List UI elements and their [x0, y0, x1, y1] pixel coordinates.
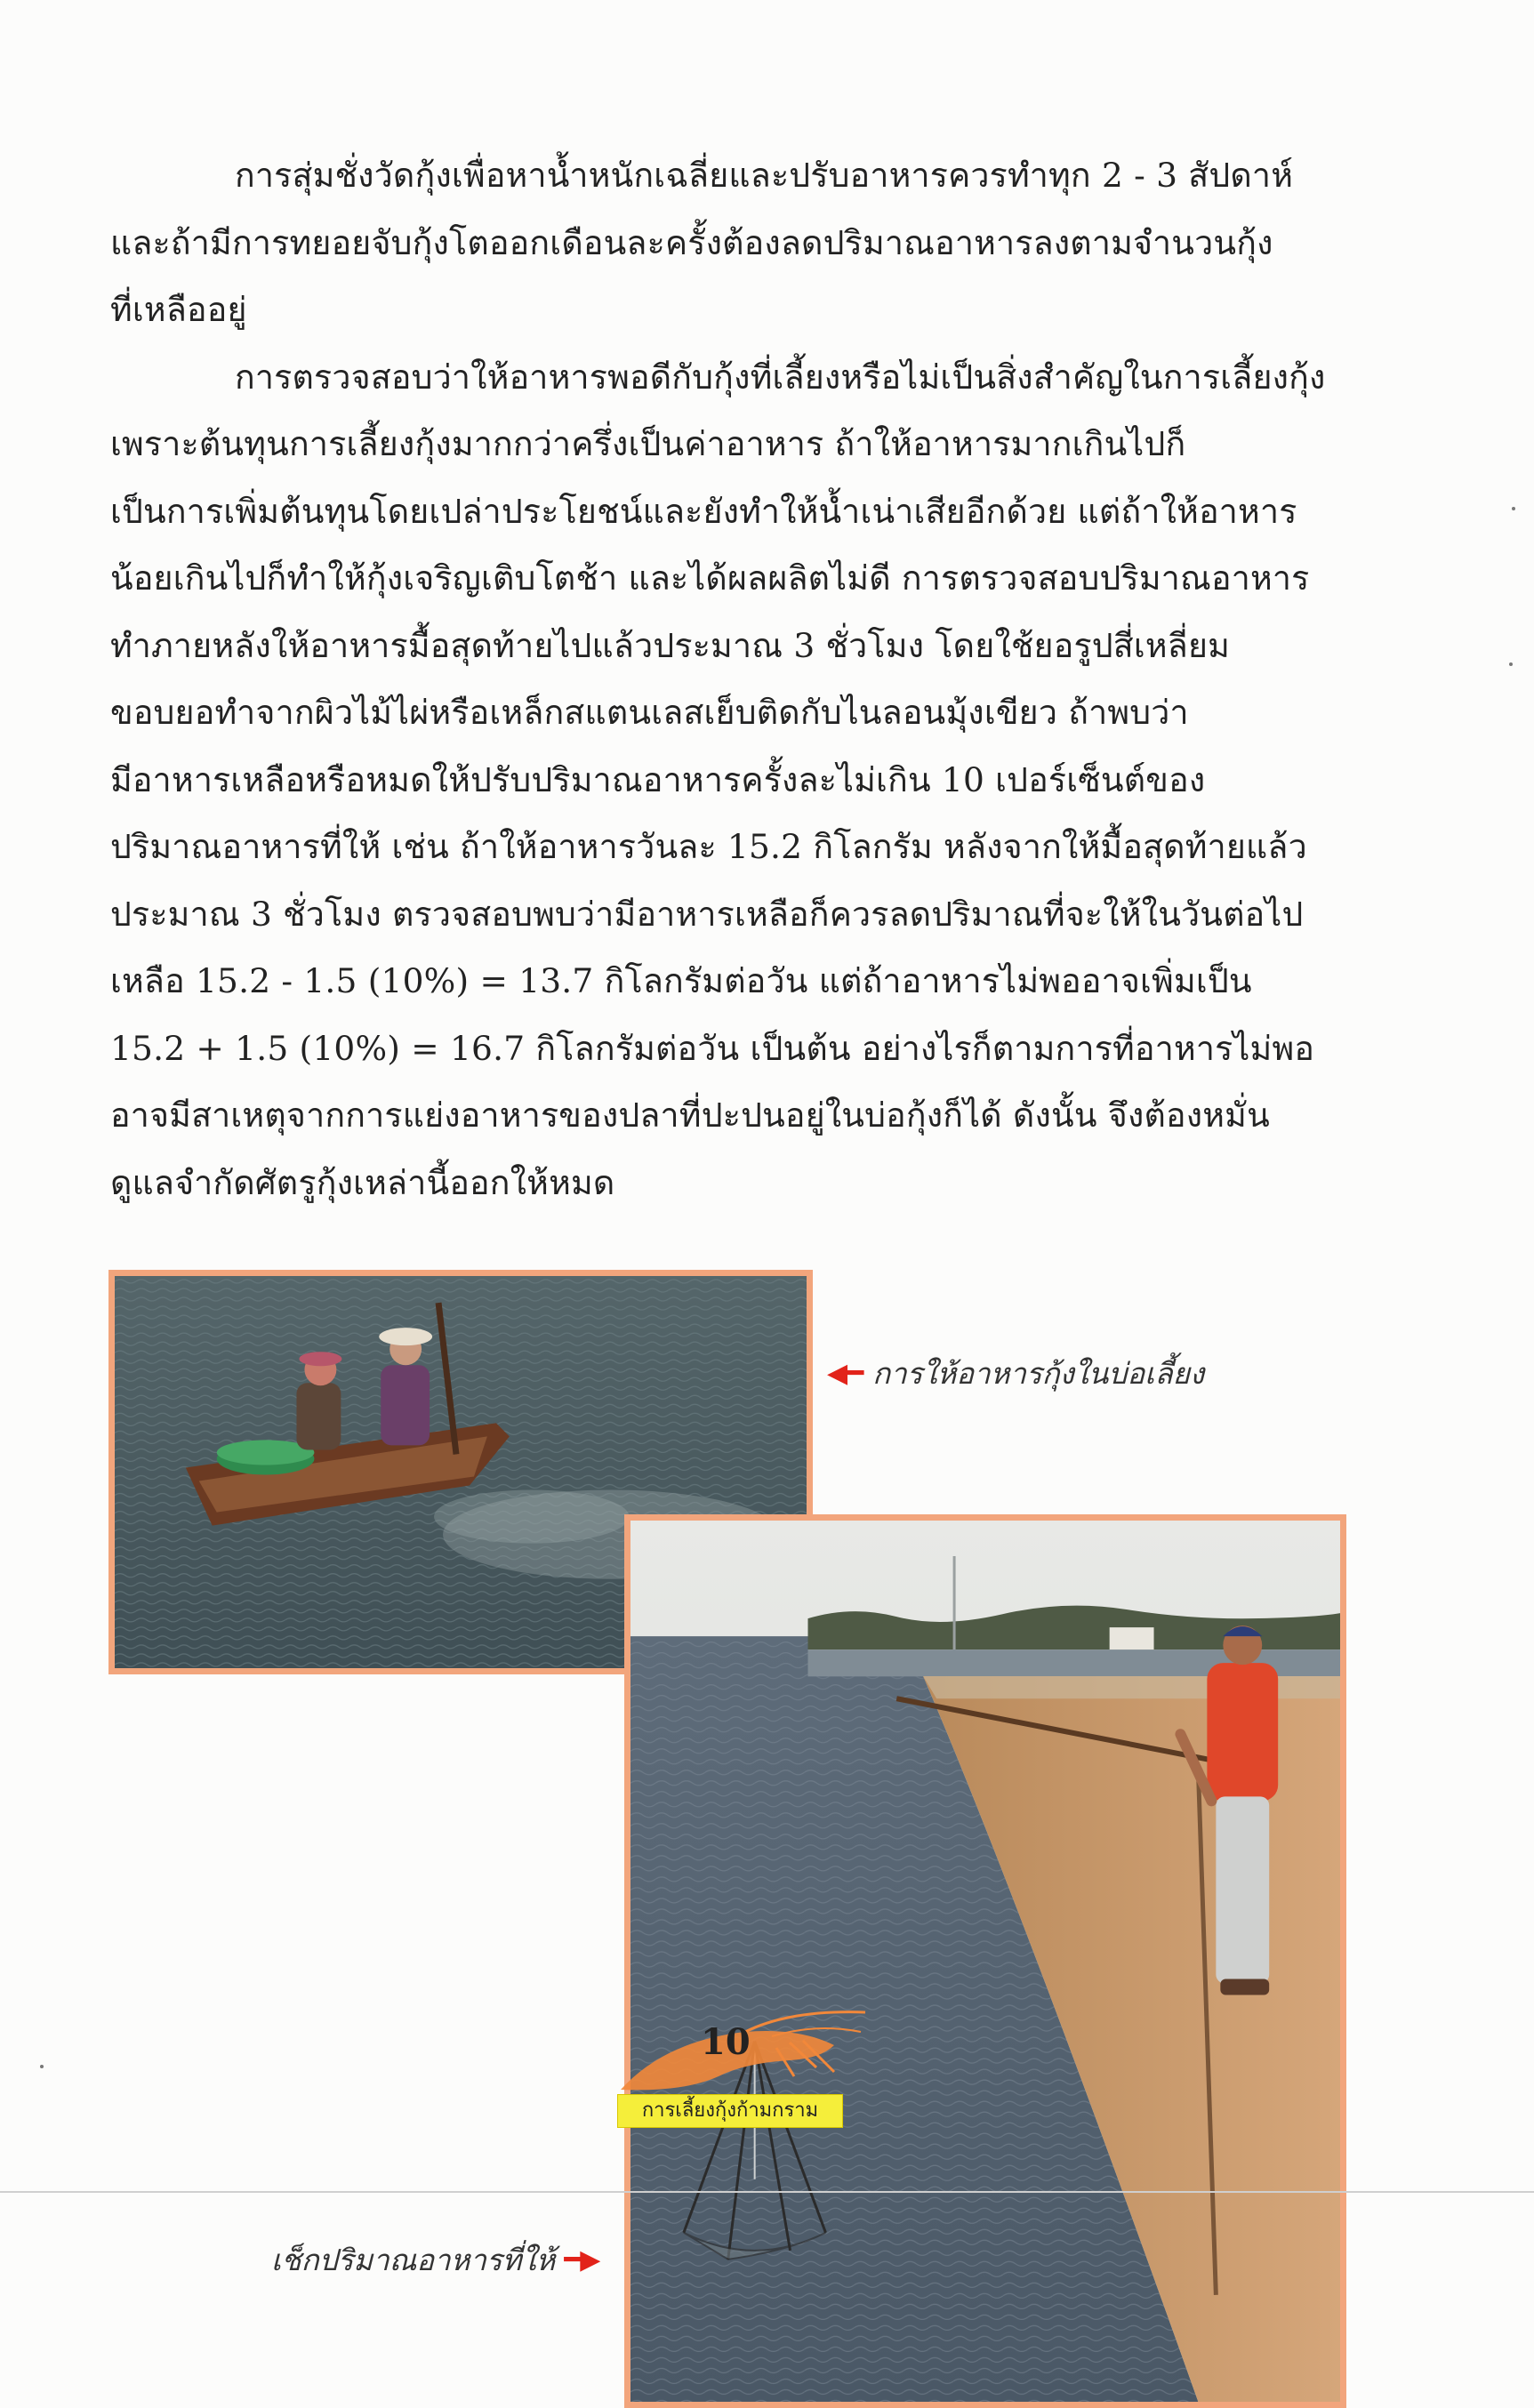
- text-line: และถ้ามีการทยอยจับกุ้งโตออกเดือนละครั้งต้องลดปริมาณอาหารลงตามจำนวนกุ้ง: [110, 222, 1273, 262]
- text-line: เพราะต้นทุนการเลี้ยงกุ้งมากกว่าครึ่งเป็นค่าอาหาร ถ้าให้อาหารมากเกินไปก็: [110, 424, 1186, 463]
- left-arrow-icon: ◀━: [827, 1358, 864, 1389]
- text-line: มีอาหารเหลือหรือหมดให้ปรับปริมาณอาหารครั้งละไม่เกิน 10 เปอร์เซ็นต์ของ: [110, 759, 1206, 799]
- page-number: 10: [701, 2021, 751, 2063]
- text-line: การสุ่มชั่งวัดกุ้งเพื่อหาน้ำหนักเฉลี่ยและปรับอาหารควรทำทุก 2 - 3 สัปดาห์: [235, 156, 1294, 195]
- scan-speck: [1509, 662, 1513, 666]
- feeding-caption: [827, 1350, 1204, 1397]
- page-footer: [612, 2005, 870, 2130]
- scan-speck: [1512, 507, 1515, 510]
- feed-check-caption-text: เช็กปริมาณอาหารที่ให้: [271, 2243, 556, 2277]
- text-line: ปริมาณอาหารที่ให้ เช่น ถ้าให้อาหารวันละ 15.2 กิโลกรัม หลังจากให้มื้อสุดท้ายแล้ว: [110, 827, 1307, 866]
- paragraph-1: [110, 142, 1346, 344]
- feed-check-photo-illustration: [630, 1521, 1340, 2402]
- page-edge: [0, 2191, 1534, 2193]
- text-line: อาจมีสาเหตุจากการแย่งอาหารของปลาที่ปะปนอยู่ในบ่อกุ้งก็ได้ ดังนั้น จึงต้องหมั่น: [110, 1096, 1270, 1135]
- right-arrow-icon: ━▶: [564, 2244, 601, 2276]
- feeding-caption-text: การให้อาหารกุ้งในบ่อเลี้ยง: [872, 1356, 1205, 1391]
- paragraph-2: [110, 344, 1346, 1217]
- text-line: ทำภายหลังให้อาหารมื้อสุดท้ายไปแล้วประมาณ 3 ชั่วโมง โดยใช้ยอรูปสี่เหลี่ยม: [110, 625, 1231, 665]
- text-line: ประมาณ 3 ชั่วโมง ตรวจสอบพบว่ามีอาหารเหลือก็ควรลดปริมาณที่จะให้ในวันต่อไป: [110, 894, 1304, 934]
- text-line: การตรวจสอบว่าให้อาหารพอดีกับกุ้งที่เลี้ยงหรือไม่เป็นสิ่งสำคัญในการเลี้ยงกุ้ง: [235, 357, 1326, 397]
- feed-check-photo: [624, 1514, 1346, 2408]
- text-line: เป็นการเพิ่มต้นทุนโดยเปล่าประโยชน์และยังทำให้น้ำเน่าเสียอีกด้วย แต่ถ้าให้อาหาร: [110, 491, 1297, 531]
- text-line: น้อยเกินไปก็ทำให้กุ้งเจริญเติบโตช้า และได้ผลผลิตไม่ดี การตรวจสอบปริมาณอาหาร: [110, 558, 1310, 598]
- book-title: การเลี้ยงกุ้งก้ามกราม: [617, 2094, 843, 2128]
- text-line: ดูแลจำกัดศัตรูกุ้งเหล่านี้ออกให้หมด: [110, 1162, 615, 1202]
- body-text: [110, 142, 1346, 1216]
- scan-speck: [40, 2065, 44, 2068]
- text-line: เหลือ 15.2 - 1.5 (10%) = 13.7 กิโลกรัมต่อวัน แต่ถ้าอาหารไม่พออาจเพิ่มเป็น: [110, 961, 1252, 1000]
- text-line: 15.2 + 1.5 (10%) = 16.7 กิโลกรัมต่อวัน เป็นต้น อย่างไรก็ตามการที่อาหารไม่พอ: [110, 1028, 1315, 1068]
- text-line: ขอบยอทำจากผิวไม้ไผ่หรือเหล็กสแตนเลสเย็บติดกับไนลอนมุ้งเขียว ถ้าพบว่า: [110, 693, 1189, 732]
- text-line: ที่เหลืออยู่: [110, 290, 247, 329]
- feed-check-caption: [271, 2236, 600, 2284]
